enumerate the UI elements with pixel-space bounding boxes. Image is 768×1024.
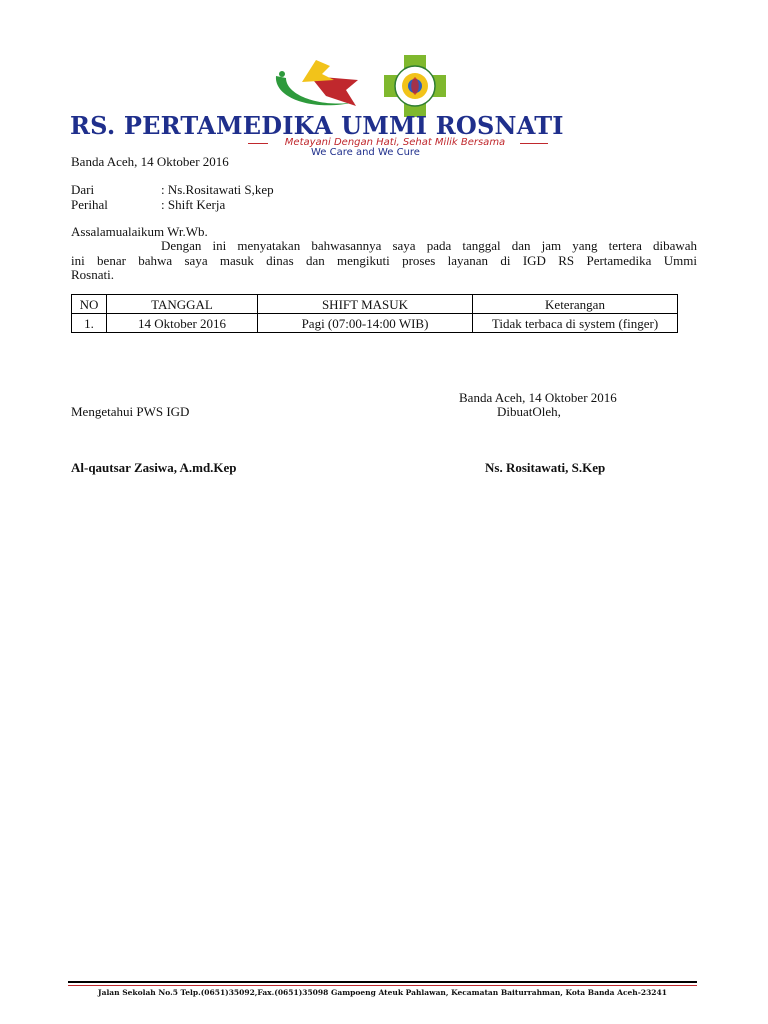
approver-label: Mengetahui PWS IGD [71, 404, 190, 419]
hospital-logo [272, 56, 362, 116]
tagline-line-left [248, 143, 268, 144]
from-label: Dari [71, 182, 95, 197]
tagline-line-right [520, 143, 548, 144]
tagline: Metayani Dengan Hati, Sehat Milik Bersama [284, 137, 506, 148]
cell-keterangan: Tidak terbaca di system (finger) [473, 314, 678, 333]
header-no: NO [72, 295, 107, 314]
place-date: Banda Aceh, 14 Oktober 2016 [71, 154, 229, 169]
footer-divider-thin [68, 985, 697, 986]
cell-tanggal: 14 Oktober 2016 [107, 314, 258, 333]
subject-value: : Shift Kerja [161, 197, 226, 212]
logo-yellow-flag [302, 60, 334, 82]
pertamedika-emblem [384, 55, 446, 117]
subject-label: Perihal [71, 197, 108, 212]
sign-place-date: Banda Aceh, 14 Oktober 2016 [459, 390, 617, 405]
hospital-name: RS. PERTAMEDIKA UMMI ROSNATI [70, 111, 564, 140]
footer-divider-thick [68, 981, 697, 983]
body-line-1: Dengan ini menyatakan bahwasannya saya pada tanggal dan jam yang tertera dibawah [161, 238, 697, 253]
from-value: : Ns.Rositawati S,kep [161, 182, 274, 197]
cell-shift: Pagi (07:00-14:00 WIB) [258, 314, 473, 333]
header-keterangan: Keterangan [473, 295, 678, 314]
body-line-2: ini benar bahwa saya masuk dinas dan mengikuti proses layanan di IGD RS Pertamedika Ummi [71, 253, 697, 268]
footer-address: Jalan Sekolah No.5 Telp.(0651)35092,Fax.(0651)35098 Gampoeng Ateuk Pahlawan, Kecamatan Baiturrahman, Kota Banda Aceh-23241 [98, 988, 667, 997]
body-line-3: Rosnati. [71, 267, 114, 282]
shift-table [71, 294, 678, 333]
logo-green-dot [279, 71, 285, 77]
maker-name: Ns. Rositawati, S.Kep [485, 460, 606, 475]
header-shift-masuk: SHIFT MASUK [258, 295, 473, 314]
table-header-row [72, 295, 678, 314]
header-tanggal: TANGGAL [107, 295, 258, 314]
table-row [72, 314, 678, 333]
approver-name: Al-qautsar Zasiwa, A.md.Kep [71, 460, 237, 475]
greeting: Assalamualaikum Wr.Wb. [71, 224, 208, 239]
cell-no: 1. [72, 314, 107, 333]
motto: We Care and We Cure [311, 147, 420, 158]
maker-label: DibuatOleh, [497, 404, 561, 419]
